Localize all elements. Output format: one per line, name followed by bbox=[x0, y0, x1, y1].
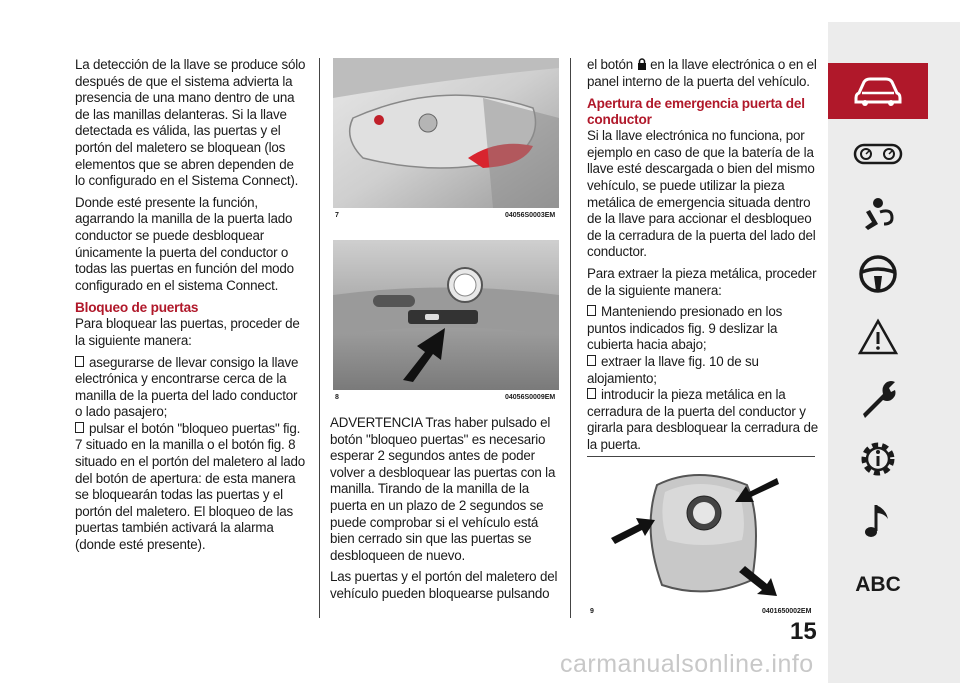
figure-number: 7 bbox=[335, 212, 339, 219]
paragraph: Donde esté presente la función, agarrando la manilla de la puerta lado conductor se puede desbloquear únicamente la puerta del conductor o todas las puertas en función del modo configurado en el sistema Connect. bbox=[75, 194, 294, 293]
figure-8-trunk-button-image bbox=[333, 240, 559, 390]
list-item: Manteniendo presionado en los puntos indicados fig. 9 deslizar la cubierta hacia abajo; bbox=[587, 304, 783, 353]
watermark: carmanualsonline.info bbox=[560, 650, 814, 678]
paragraph: Si la llave electrónica no funciona, por ejemplo en caso de que la batería de la llave esté descargada o bien del mismo vehículo, se puede utilizar la pieza metálica de emergencia situada dentro de la llave para accionar el desbloqueo de la cerradura de la puerta del lado del conductor. bbox=[587, 128, 816, 260]
checkbox-bullet-icon bbox=[587, 388, 596, 399]
figure-top-rule bbox=[587, 456, 815, 457]
sidebar-tab-maintenance[interactable] bbox=[828, 370, 928, 428]
settings-gear-icon bbox=[857, 438, 899, 480]
paragraph: el botón en la llave electrónica o en el panel interno de la puerta del vehículo. bbox=[587, 57, 817, 89]
page-number: 15 bbox=[790, 618, 817, 645]
column-1 bbox=[75, 57, 307, 554]
sidebar-tab-dashboard[interactable] bbox=[828, 125, 928, 183]
paragraph: ADVERTENCIA Tras haber pulsado el botón "bloqueo puertas" es necesario esperar 2 segundos antes de poder volver a desbloquear las puertas con la manilla. Tirando de la manilla de la puerta en un plazo de 2 segundos se puede comprobar si el vehículo está bien cerrado sin que las puertas se desbloqueen de nuevo. bbox=[330, 415, 556, 563]
steering-wheel-icon bbox=[858, 254, 898, 294]
section-heading: Apertura de emergencia puerta del conductor bbox=[587, 96, 805, 128]
figure-9-key-fob-image bbox=[587, 460, 815, 605]
figure-number: 8 bbox=[335, 394, 339, 401]
paragraph: Para bloquear las puertas, proceder de la siguiente manera: bbox=[75, 316, 300, 348]
sidebar-tab-index[interactable] bbox=[828, 556, 928, 614]
column-divider bbox=[570, 58, 571, 618]
sidebar-tab-driving[interactable] bbox=[828, 245, 928, 303]
figure-code: 04056S0009EM bbox=[505, 394, 556, 401]
section-heading: Bloqueo de puertas bbox=[75, 300, 199, 316]
checkbox-bullet-icon bbox=[587, 305, 596, 316]
airbag-seat-icon bbox=[858, 194, 898, 234]
list-item: asegurarse de llevar consigo la llave electrónica y encontrarse cerca de la manilla de la puerta del lado conductor o lado pasajero; bbox=[75, 354, 299, 420]
figure-code: 04056S0003EM bbox=[505, 212, 556, 219]
column-3 bbox=[587, 57, 819, 453]
figure-7-door-handle-image bbox=[333, 58, 559, 208]
paragraph: Para extraer la pieza metálica, proceder de la siguiente manera: bbox=[587, 265, 817, 298]
lock-icon bbox=[637, 58, 647, 70]
sidebar-tab-emergency[interactable] bbox=[828, 308, 928, 366]
list-item: extraer la llave fig. 10 de su alojamiento; bbox=[587, 353, 759, 386]
sidebar-tab-technical[interactable] bbox=[828, 430, 928, 488]
column-2-text bbox=[330, 415, 562, 608]
wrench-icon bbox=[857, 378, 899, 420]
paragraph: La detección de la llave se produce sólo después de que el sistema advierta la presencia de una mano dentro de una de las manillas delanteras. Si la llave detectada es válida, las puertas y el portón del maletero se bloquean (los elementos que se abren dependen de lo configurado en el Sistema Connect). bbox=[75, 57, 306, 189]
figure-code: 0401650002EM bbox=[762, 608, 812, 615]
abc-index-icon: ABC bbox=[855, 573, 901, 596]
dashboard-gauges-icon bbox=[853, 142, 903, 166]
sidebar-tab-car[interactable] bbox=[828, 62, 928, 120]
checkbox-bullet-icon bbox=[587, 355, 596, 366]
sidebar-tab-multimedia[interactable] bbox=[828, 492, 928, 550]
checkbox-bullet-icon bbox=[75, 356, 84, 367]
column-divider bbox=[319, 58, 320, 618]
list-item: pulsar el botón "bloqueo puertas" fig. 7 situado en la manilla o el botón fig. 8 situado en el portón del maletero al lado del botón de apertura: de esta manera se bloquearán todas las puertas y el portón del maletero. El bloqueo de las puertas también activará la alarma (donde esté presente). bbox=[75, 420, 306, 553]
music-note-icon bbox=[862, 501, 894, 541]
figure-number: 9 bbox=[590, 608, 594, 615]
car-icon bbox=[853, 75, 903, 107]
paragraph: Las puertas y el portón del maletero del vehículo pueden bloquearse pulsando bbox=[330, 569, 558, 601]
warning-triangle-icon bbox=[857, 318, 899, 356]
sidebar-tab-safety[interactable] bbox=[828, 185, 928, 243]
list-item: introducir la pieza metálica en la cerradura de la puerta del conductor y girarla para desbloquear la cerradura de la puerta. bbox=[587, 387, 818, 452]
checkbox-bullet-icon bbox=[75, 422, 84, 433]
